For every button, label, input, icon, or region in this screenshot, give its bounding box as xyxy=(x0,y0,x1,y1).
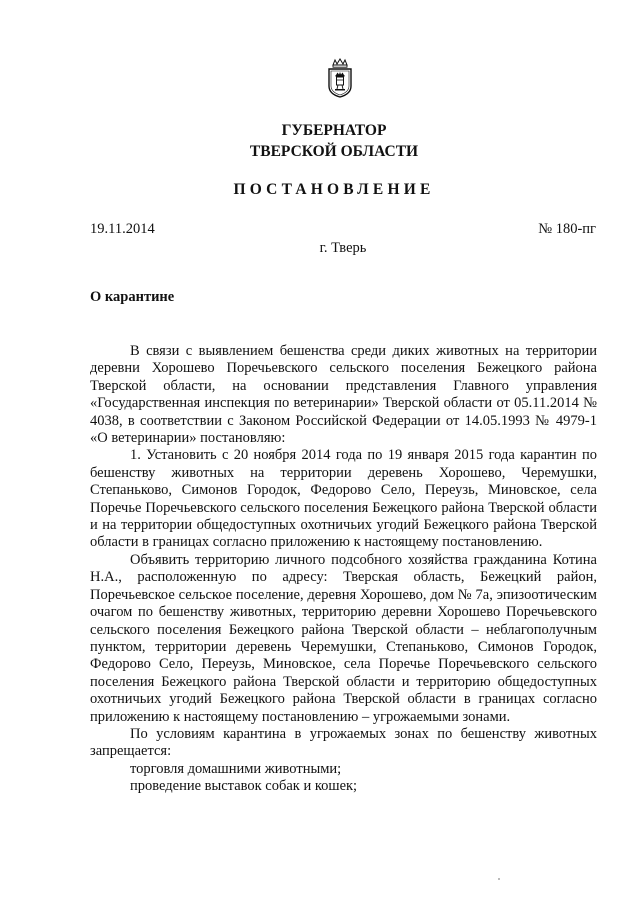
coat-of-arms-icon xyxy=(327,58,353,98)
authority-region: ТВЕРСКОЙ ОБЛАСТИ xyxy=(249,143,419,160)
clause-paragraph: 1. Установить с 20 ноября 2014 года по 19 января 2015 года карантин по бешенству животных на территории деревень Хорошево, Черемушки, Степаньково, Симонов Городок, Федорово Село, Переузь, Миновское, села Поречье Поречьевского сельского поселения Бежецкого района Тверской области и на территории общедоступных охотничьих угодий Бежецкого района Тверской области в границах согласно приложению к настоящему постановлению. xyxy=(90,447,597,551)
preamble-paragraph: В связи с выявлением бешенства среди диких животных на территории деревни Хорошево Поречьевского сельского поселения Бежецкого района Тверской области, на основании представления Главного управления «Государственная инспекция по ветеринарии» Тверской области от 05.11.2014 № 4038, в соответствии с Законом Российской Федерации от 14.05.1993 № 4979-1 «О ветеринарии» постановляю: xyxy=(90,343,597,447)
declaration-paragraph: Объявить территорию личного подсобного хозяйства гражданина Котина Н.А., расположенную по адресу: Тверская область, Бежецкий район, Поречьевское сельское поселение, деревня Хорошево, дом № 7а, эпизоотическим очагом по бешенству животных, территорию деревни Хорошево Поречьевского сельского поселения Бежецкого района Тверской области – неблагополучным пунктом, территории деревень Черемушки, Степаньково, Симонов Городок, Федорово Село, Переузь, Миновское, села Поречье Поречьевского сельского поселения Бежецкого района Тверской области и территорию общедоступных охотничьих угодий Бежецкого района Тверской области в границах согласно приложению к настоящему постановлению – угрожаемыми зонами. xyxy=(90,551,597,725)
document-type: ПОСТАНОВЛЕНИЕ xyxy=(233,181,435,198)
prohibitions-intro-paragraph: По условиям карантина в угрожаемых зонах по бешенству животных запрещается: xyxy=(90,725,597,760)
document-subject: О карантине xyxy=(90,289,175,305)
list-item: проведение выставок собак и кошек; xyxy=(130,778,358,795)
document-date: 19.11.2014 xyxy=(90,221,155,237)
list-item: торговля домашними животными; xyxy=(130,760,342,777)
document-number: № 180-пг xyxy=(538,221,596,237)
authority-title: ГУБЕРНАТОР xyxy=(281,122,387,139)
scan-dot xyxy=(498,878,500,880)
document-city: г. Тверь xyxy=(319,240,367,256)
document-body xyxy=(90,343,597,796)
